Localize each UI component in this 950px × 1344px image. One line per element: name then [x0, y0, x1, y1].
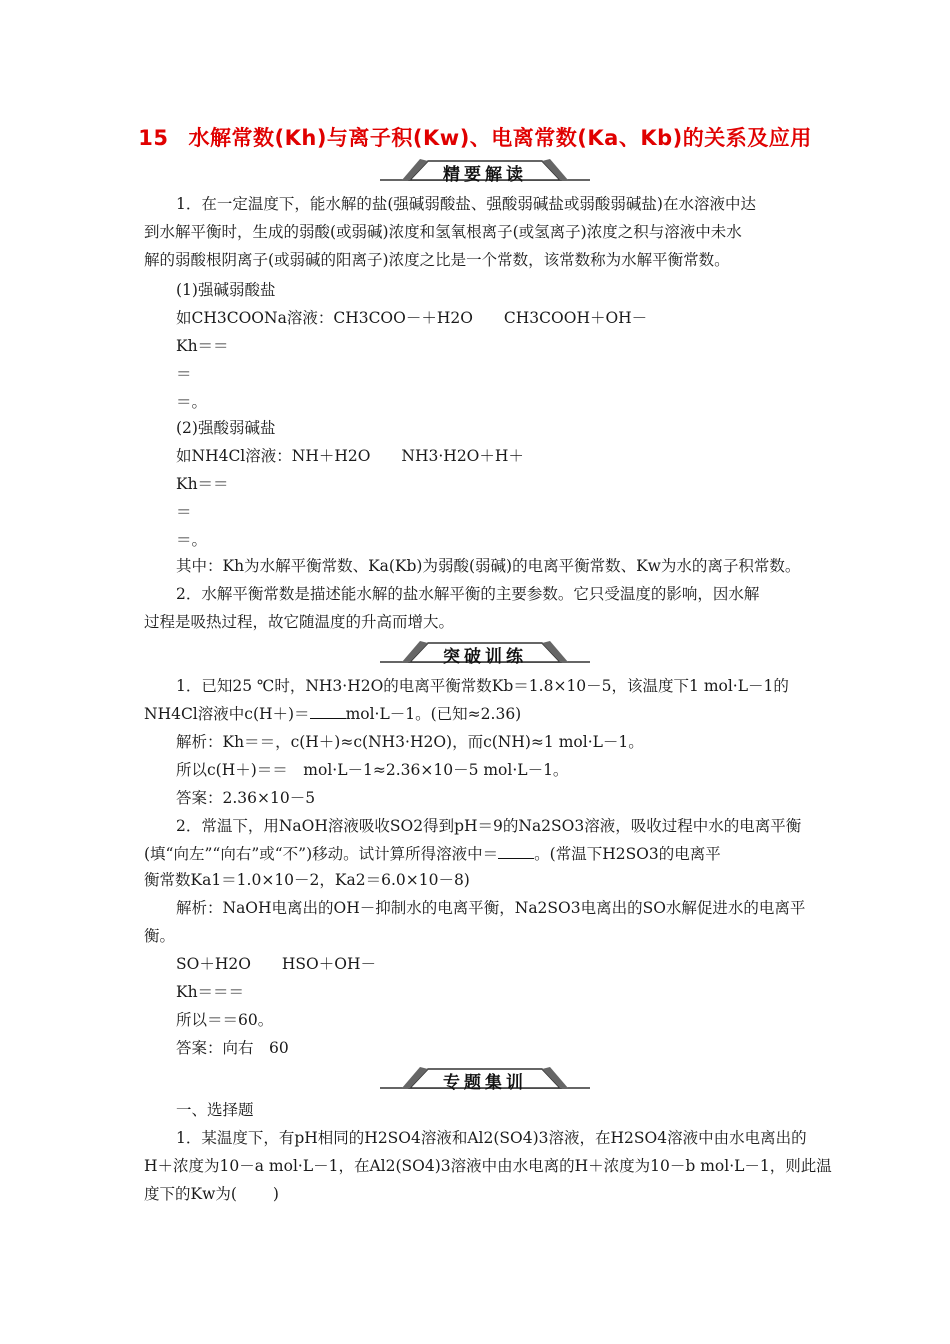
practice-q2-line3: 衡常数Ka1＝1.0×10－2，Ka2＝6.0×10－8)	[144, 871, 470, 889]
practice-q1-analysis2: 所以c(H＋)＝＝ mol·L－1≈2.36×10－5 mol·L－1。	[176, 761, 569, 779]
practice-q2-analysis4: Kh＝＝＝	[176, 983, 245, 1001]
practice-q1-answer: 答案：2.36×10－5	[176, 789, 316, 807]
case1-kh: Kh＝＝	[176, 337, 229, 355]
practice-q1-line2	[144, 704, 814, 724]
q1-text-b: )	[272, 1185, 279, 1203]
case2-kh: Kh＝＝	[176, 475, 229, 493]
case1-eq: CH3COO－＋H2O CH3COOH＋OH－	[333, 309, 648, 327]
interp-p1-line1: 1．在一定温度下，能水解的盐(强碱弱酸盐、强酸弱碱盐或弱酸弱碱盐)在水溶液中达	[176, 195, 756, 213]
interp-p1-line3: 解的弱酸根阴离子(或弱碱的阳离子)浓度之比是一个常数，该常数称为水解平衡常数。	[144, 251, 730, 269]
special-q1-line2: H＋浓度为10－a mol·L－1，在Al2(SO4)3溶液中由水电离的H＋浓度为10－b mol·L－1，则此温	[144, 1157, 832, 1175]
special-q1-line3	[144, 1184, 814, 1204]
case2-title: (2)强酸弱碱盐	[176, 419, 276, 437]
case2-eq3: ＝。	[176, 531, 208, 549]
interp-p1-line2: 到水解平衡时，生成的弱酸(或弱碱)浓度和氢氧根离子(或氢离子)浓度之积与溶液中未水	[144, 223, 742, 241]
answer-blank	[310, 704, 346, 719]
title-text: 水解常数(Kh)与离子积(Kw)、电离常数(Ka、Kb)的关系及应用	[188, 126, 812, 150]
banner-label: 突破训练	[443, 647, 527, 667]
practice-q2-analysis3: SO＋H2O HSO＋OH－	[176, 955, 376, 973]
case1-equation	[176, 308, 816, 328]
q2-text-a: (填“向左”“向右”或“不”)移动。试计算所得溶液中＝	[144, 845, 499, 863]
banner-label: 精要解读	[443, 165, 527, 185]
practice-q2-line1: 2．常温下，用NaOH溶液吸收SO2得到pH＝9的Na2SO3溶液，吸收过程中水的电离平衡	[176, 817, 802, 835]
practice-q2-answer: 答案：向右 60	[176, 1039, 289, 1057]
section-banner-special	[380, 1066, 590, 1092]
case1-title: (1)强碱弱酸盐	[176, 281, 276, 299]
practice-q2-analysis2: 衡。	[144, 927, 176, 945]
practice-q2-analysis1: 解析：NaOH电离出的OH－抑制水的电离平衡，Na2SO3电离出的SO水解促进水的电离平	[176, 899, 806, 917]
case2-eq: NH＋H2O NH3·H2O＋H＋	[291, 447, 524, 465]
q1-text-b: mol·L－1。(已知≈2.36)	[345, 705, 522, 723]
practice-q2-analysis5: 所以＝＝60。	[176, 1011, 274, 1029]
q1-text-a: 度下的Kw为(	[144, 1185, 237, 1203]
interp-note: 其中：Kh为水解平衡常数、Ka(Kb)为弱酸(弱碱)的电离平衡常数、Kw为水的离子积常数。	[176, 557, 801, 575]
practice-q1-line1: 1．已知25 ℃时，NH3·H2O的电离平衡常数Kb＝1.8×10－5，该温度下1 mol·L－1的	[176, 677, 789, 695]
practice-q1-analysis1: 解析：Kh＝＝，c(H＋)≈c(NH3·H2O)，而c(NH)≈1 mol·L－1。	[176, 733, 644, 751]
answer-blank	[498, 844, 534, 859]
interp-p2-line2: 过程是吸热过程，故它随温度的升高而增大。	[144, 613, 455, 631]
case1-eq3: ＝。	[176, 393, 208, 411]
banner-label: 专题集训	[443, 1073, 527, 1093]
section-banner-interpretation	[380, 158, 590, 184]
page-title	[0, 122, 950, 152]
case2-eq2: ＝	[176, 503, 192, 521]
special-q1-line1: 1．某温度下，有pH相同的H2SO4溶液和Al2(SO4)3溶液，在H2SO4溶液中由水电离出的	[176, 1129, 807, 1147]
section-banner-practice	[380, 640, 590, 666]
q1-text-a: NH4Cl溶液中c(H＋)＝	[144, 705, 310, 723]
special-part-heading: 一、选择题	[176, 1101, 254, 1119]
case2-equation	[176, 446, 816, 466]
case1-eq-prefix: 如CH3COONa溶液：	[176, 309, 334, 327]
interp-p2-line1: 2．水解平衡常数是描述能水解的盐水解平衡的主要参数。它只受温度的影响，因水解	[176, 585, 760, 603]
case2-eq-prefix: 如NH4Cl溶液：	[176, 447, 292, 465]
case1-eq2: ＝	[176, 365, 192, 383]
practice-q2-line2	[144, 844, 814, 864]
q2-text-b: 。(常温下H2SO3的电离平	[534, 845, 721, 863]
title-number: 15	[138, 126, 169, 150]
